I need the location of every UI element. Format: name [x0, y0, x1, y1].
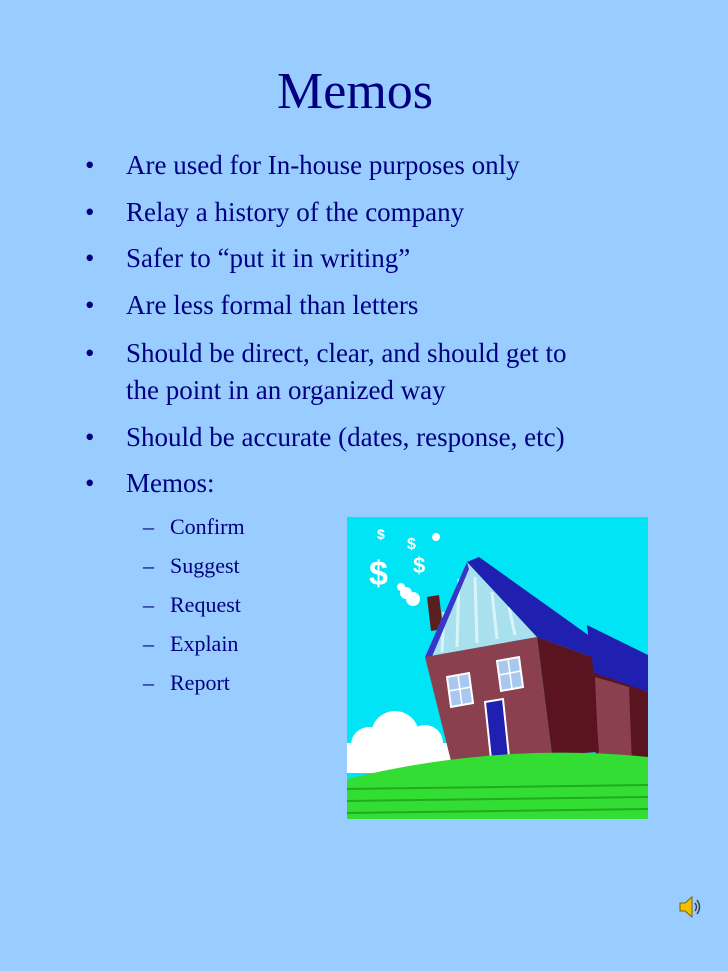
- dollar-symbol: $: [377, 526, 385, 542]
- sub-marker: –: [143, 670, 154, 695]
- dollar-symbol: $: [413, 553, 426, 578]
- dollar-symbol: $: [369, 555, 388, 593]
- sub-text: Request: [170, 592, 241, 617]
- sub-marker: –: [143, 514, 154, 539]
- sub-marker: –: [143, 592, 154, 617]
- bullet-text: Memos:: [126, 468, 215, 498]
- bullet-text: the point in an organized way: [126, 375, 446, 405]
- slide-title: Memos: [277, 63, 433, 120]
- bullet-text: Should be accurate (dates, response, etc): [126, 422, 565, 452]
- bullet-text: Should be direct, clear, and should get to: [126, 338, 567, 368]
- bullet-marker: •: [85, 422, 95, 452]
- sub-text: Suggest: [170, 553, 240, 578]
- bullet-text: Are less formal than letters: [126, 290, 419, 320]
- sub-marker: –: [143, 631, 154, 656]
- bullet-marker: •: [85, 243, 95, 273]
- bullet-marker: •: [85, 197, 95, 227]
- bullet-text: Relay a history of the company: [126, 197, 465, 227]
- dollar-symbol: $: [407, 536, 416, 553]
- speaker-icon[interactable]: [678, 894, 702, 920]
- sub-text: Report: [170, 670, 230, 695]
- sub-marker: –: [143, 553, 154, 578]
- bullet-marker: •: [85, 338, 95, 368]
- house-clipart-icon: [347, 517, 648, 819]
- bullet-marker: •: [85, 290, 95, 320]
- sub-text: Confirm: [170, 514, 245, 539]
- bullet-text: Safer to “put it in writing”: [126, 243, 411, 273]
- sub-text: Explain: [170, 631, 239, 656]
- bullet-marker: •: [85, 468, 95, 498]
- bullet-marker: •: [85, 150, 95, 180]
- bullet-text: Are used for In-house purposes only: [126, 150, 520, 180]
